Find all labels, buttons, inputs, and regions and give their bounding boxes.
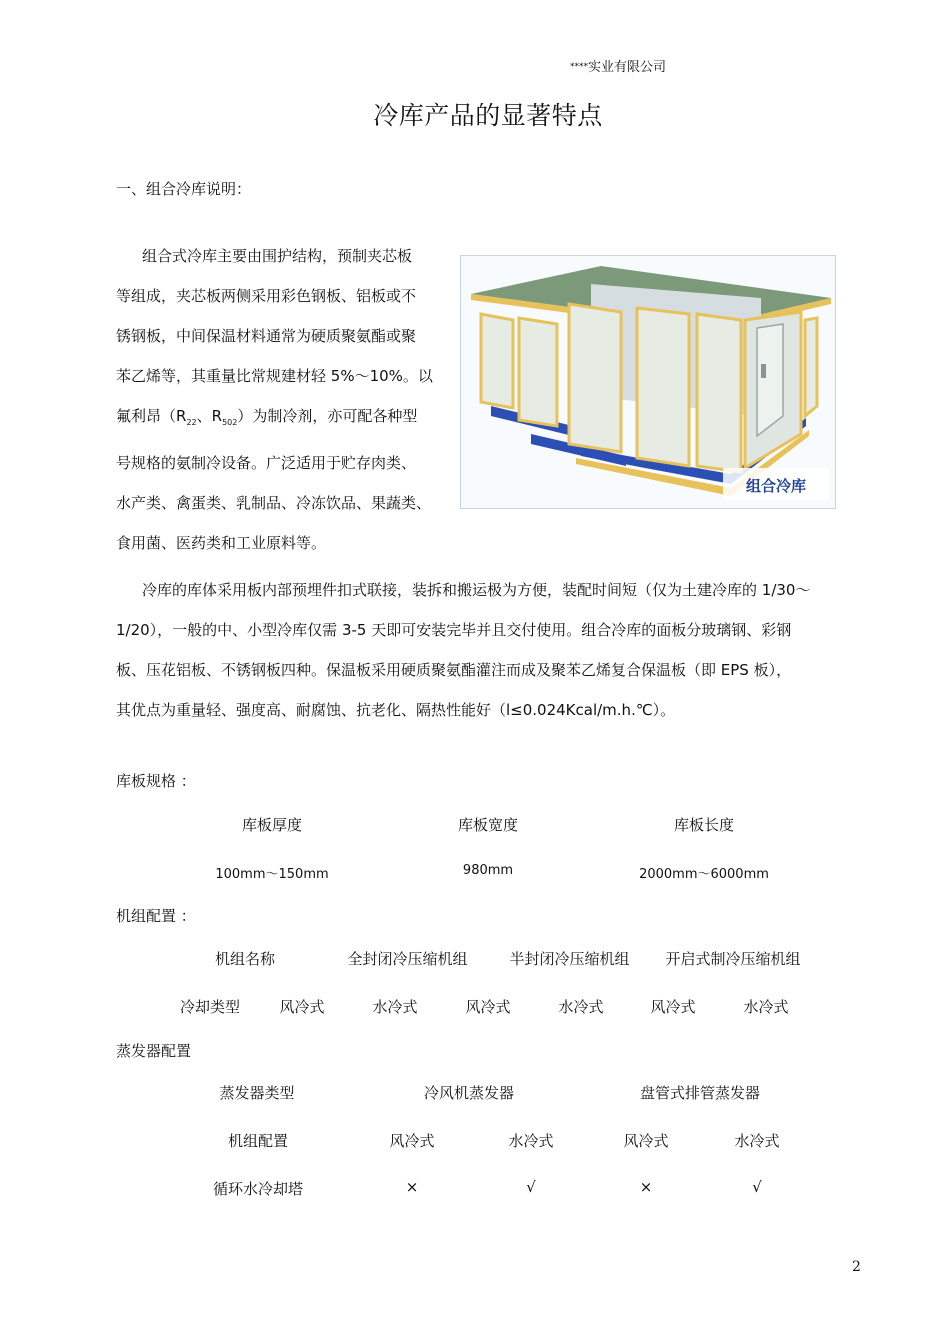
- panel-spec-header-thickness: 库板厚度: [241, 816, 302, 834]
- para2-line-4: 其优点为重量轻、强度高、耐腐蚀、抗老化、隔热性能好（l≤0.024Kcal/m.h.℃）。: [116, 701, 676, 719]
- door: [757, 324, 783, 436]
- panel-spec-header-width: 库板宽度: [457, 816, 518, 834]
- evaporator-label: 蒸发器配置: [116, 1042, 192, 1060]
- wall-panel-2: [519, 318, 557, 426]
- cooling-tower-3: ×: [639, 1178, 653, 1196]
- cooling-type-2: 水冷式: [372, 998, 418, 1016]
- cooling-type-header: 冷却类型: [179, 998, 240, 1016]
- cold-storage-image: [460, 255, 836, 509]
- unit-config-label: 机组配置 ：: [116, 907, 196, 925]
- cooling-type-5: 风冷式: [650, 998, 696, 1016]
- evaporator-type-header: 蒸发器类型: [219, 1084, 295, 1102]
- intro-paragraph: [116, 236, 452, 563]
- evap-config-4: 水冷式: [734, 1132, 780, 1150]
- para1-line-5-a: 氟利昂（R: [116, 407, 187, 425]
- para1-sub-r22: 22: [186, 418, 197, 427]
- evaporator-type-coil: 盘管式排管蒸发器: [639, 1084, 760, 1102]
- para1-line-2: 等组成，夹芯板两侧采用彩色钢板、铝板或不: [116, 287, 417, 305]
- cold-storage-illustration: [461, 256, 835, 508]
- company-name-text: 实业有限公司: [588, 60, 667, 75]
- door-handle: [761, 364, 766, 378]
- end-panel: [805, 318, 817, 416]
- cooling-tower-header: 循环水冷却塔: [212, 1180, 303, 1198]
- para1-line-6: 号规格的氨制冷设备。广泛适用于贮存肉类、: [116, 454, 417, 472]
- evap-config-2: 水冷式: [508, 1132, 554, 1150]
- evap-config-header: 机组配置: [227, 1132, 288, 1150]
- para2-line-1: 冷库的库体采用板内部预埋件扣式联接，装拆和搬运极为方便，装配时间短（仅为土建冷库的 1/30～: [142, 581, 811, 599]
- unit-name-open-type: 开启式制冷压缩机组: [665, 950, 801, 968]
- para1-line-4: 苯乙烯等，其重量比常规建材轻 5%～10%。以: [116, 367, 433, 385]
- cooling-tower-2: √: [526, 1178, 536, 1196]
- unit-name-fully-hermetic: 全封闭冷压缩机组: [347, 950, 468, 968]
- panel-spec-header-length: 库板长度: [673, 816, 734, 834]
- wall-panel-4: [637, 308, 689, 466]
- section-heading: 一、组合冷库说明：: [116, 180, 252, 198]
- cooling-type-1: 风冷式: [279, 998, 325, 1016]
- company-name: [570, 56, 666, 75]
- page-number: 2: [852, 1259, 861, 1275]
- page-title: 冷库产品的显著特点: [373, 101, 603, 130]
- para1-line-5: [116, 396, 452, 443]
- para1-line-5-b: 、R: [196, 407, 223, 425]
- panel-spec-value-thickness: 100mm～150mm: [215, 867, 329, 882]
- front-wall: [697, 314, 741, 472]
- wall-panel-3: [569, 304, 621, 452]
- unit-name-header: 机组名称: [214, 950, 275, 968]
- para2-line-2: 1/20），一般的中、小型冷库仅需 3-5 天即可安装完毕并且交付使用。组合冷库的面板分玻璃钢、彩钢: [116, 621, 792, 639]
- cooling-type-3: 风冷式: [465, 998, 511, 1016]
- cooling-type-6: 水冷式: [743, 998, 789, 1016]
- evap-config-1: 风冷式: [389, 1132, 435, 1150]
- cooling-type-4: 水冷式: [558, 998, 604, 1016]
- evap-config-3: 风冷式: [623, 1132, 669, 1150]
- para1-sub-r502: 502: [222, 418, 238, 427]
- para1-line-3: 锈钢板，中间保温材料通常为硬质聚氨酯或聚: [116, 327, 417, 345]
- para1-line-7: 水产类、禽蛋类、乳制品、冷冻饮品、果蔬类、: [116, 494, 432, 512]
- cooling-tower-1: ×: [405, 1178, 419, 1196]
- wall-panel-1: [481, 314, 513, 408]
- panel-spec-value-length: 2000mm～6000mm: [639, 867, 769, 882]
- para1-line-8: 食用菌、医药类和工业原料等。: [116, 534, 327, 552]
- company-stars: ****: [570, 62, 588, 72]
- panel-spec-value-width: 980mm: [462, 863, 514, 878]
- panel-spec-label: 库板规格 ：: [116, 772, 196, 790]
- assembly-paragraph: [116, 570, 876, 730]
- unit-name-semi-hermetic: 半封闭冷压缩机组: [509, 950, 630, 968]
- para1-line-1: 组合式冷库主要由围护结构，预制夹芯板: [142, 247, 413, 265]
- para2-line-3: 板、压花铝板、不锈钢板四种。保温板采用硬质聚氨酯灌注而成及聚苯乙烯复合保温板（即 EPS 板），: [116, 661, 792, 679]
- evaporator-type-air-cooler: 冷风机蒸发器: [423, 1084, 514, 1102]
- figure-caption: 组合冷库: [745, 478, 807, 495]
- para1-line-5-c: ）为制冷剂，亦可配各种型: [237, 407, 418, 425]
- cooling-tower-4: √: [752, 1178, 762, 1196]
